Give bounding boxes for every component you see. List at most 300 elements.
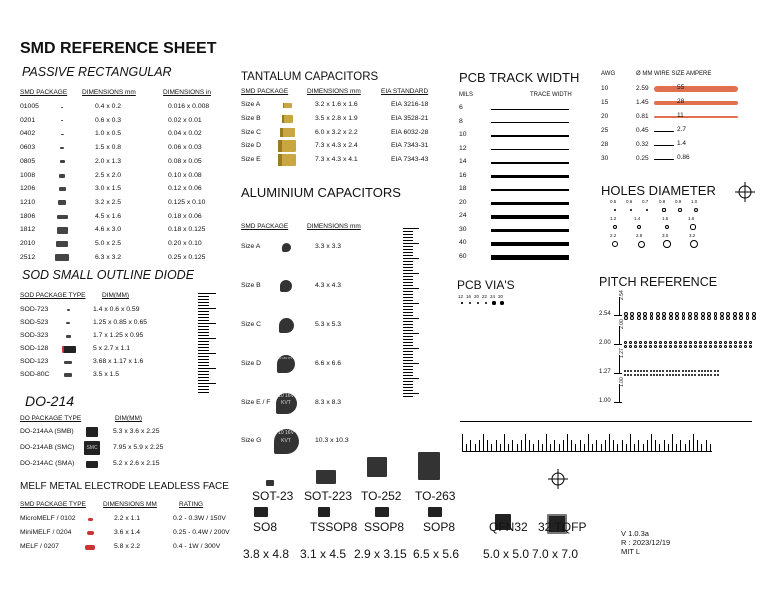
ruler-tick — [693, 434, 694, 452]
hole-circle — [612, 241, 618, 247]
track-line — [491, 229, 569, 233]
awg-ampere: 11 — [677, 112, 684, 119]
diode-icon — [67, 309, 70, 311]
pitch-pad — [739, 316, 743, 320]
passive-mm: 2.0 x 1.3 — [95, 157, 122, 165]
chip-icon — [56, 241, 68, 247]
awg-size: 20 — [601, 113, 609, 120]
sod-dim: 1.4 x 0.6 x 0.59 — [93, 306, 140, 313]
sod-dim: 5 x 2.7 x 1.1 — [93, 345, 131, 352]
ruler-tick — [403, 258, 419, 259]
ruler-tick — [403, 321, 413, 322]
ruler-tick — [198, 293, 216, 294]
ruler-tick — [198, 353, 216, 354]
ruler-tick — [403, 285, 413, 286]
passive-in: 0.18 x 0.06 — [168, 212, 202, 220]
pitch-pad — [650, 370, 652, 372]
package-label: TO-263 — [415, 489, 456, 503]
chip-icon — [59, 187, 66, 191]
ruler-tick — [403, 360, 413, 361]
sod-header-package: SOD PACKAGE TYPE — [20, 292, 86, 299]
aluminium-ruler — [403, 228, 419, 399]
ruler-tick — [198, 299, 209, 300]
ruler-tick — [403, 369, 413, 370]
tantalum-mm: 7.3 x 4.3 x 2.4 — [315, 142, 358, 150]
track-mils: 10 — [459, 131, 467, 138]
pitch-pad — [634, 345, 637, 348]
hole-circle — [646, 209, 649, 212]
aluminium-capacitor-icon: 10 16V KVT — [277, 355, 295, 373]
diode-icon — [64, 373, 72, 377]
pitch-pad — [694, 341, 697, 344]
sod-package: SOD-523 — [20, 319, 49, 326]
track-line — [491, 135, 569, 136]
melf-package: MELF / 0207 — [20, 543, 59, 550]
pitch-pad — [639, 345, 642, 348]
sod-package: SOD-128 — [20, 345, 49, 352]
pitch-pad — [656, 316, 660, 320]
track-width-label: TRACE WIDTH — [530, 92, 572, 98]
pitch-pad — [694, 345, 697, 348]
pitch-pad — [694, 370, 696, 372]
pitch-pad — [701, 374, 703, 376]
ruler-tick — [403, 240, 413, 241]
pitch-pad — [627, 370, 629, 372]
hole-size-label: 1.6 — [688, 216, 695, 221]
pitch-pad — [679, 341, 682, 344]
pitch-pad — [752, 316, 756, 320]
hole-size-label: 0.5 — [610, 199, 617, 204]
ruler-tick — [403, 267, 413, 268]
package-name: SSOP8 — [364, 520, 405, 534]
pitch-pad — [634, 374, 636, 376]
chip-icon — [61, 107, 63, 108]
passive-header-mm: DIMENSIONS mm — [82, 89, 136, 96]
pitch-pad — [678, 370, 680, 372]
pitch-pad — [669, 374, 671, 376]
chip-icon — [61, 120, 63, 121]
ruler-tick — [567, 434, 568, 452]
pitch-pad — [644, 341, 647, 344]
passive-in: 0.016 x 0.008 — [168, 103, 210, 110]
ruler-tick — [672, 434, 673, 452]
hole-size-label: 1.0 — [691, 199, 698, 204]
melf-mm: 5.8 x 2.2 — [114, 543, 141, 550]
aluminium-package: Size B — [241, 282, 261, 289]
pitch-pad — [674, 341, 677, 344]
license: MIT L — [621, 547, 641, 556]
pitch-pad — [662, 316, 666, 320]
pitch-pad — [691, 370, 693, 372]
do214-header-package: DO PACKAGE TYPE — [20, 415, 82, 422]
package-icon — [316, 470, 336, 484]
hole-circle — [638, 241, 645, 248]
passive-mm: 3.0 x 1.5 — [95, 185, 122, 193]
awg-mm: 1.45 — [636, 99, 649, 106]
ruler-tick — [630, 434, 631, 452]
pitch-vertical-label: 2.00 — [619, 319, 625, 329]
via-size-label: 24 — [490, 294, 496, 299]
aluminium-package: Size A — [241, 243, 261, 250]
ruler-tick — [198, 296, 209, 297]
pitch-pad — [624, 370, 626, 372]
tantalum-eia: EIA 3216-18 — [391, 101, 429, 108]
track-mils: 20 — [459, 198, 467, 206]
pitch-pad — [653, 370, 655, 372]
pitch-pad — [714, 370, 716, 372]
aluminium-capacitor-icon — [279, 318, 294, 333]
diode-icon — [64, 361, 72, 364]
passive-in: 0.02 x 0.01 — [168, 116, 202, 124]
pitch-pad — [643, 370, 645, 372]
via-dot — [477, 302, 479, 304]
pitch-pad — [656, 370, 658, 372]
passive-in: 0.25 x 0.125 — [168, 253, 206, 261]
ruler-tick — [198, 386, 209, 387]
tantalum-icon — [283, 103, 292, 108]
pitch-pad — [678, 374, 680, 376]
aluminium-mm: 4.3 x 4.3 — [315, 282, 342, 289]
ruler-tick — [403, 396, 413, 397]
ruler-tick — [403, 345, 413, 346]
ruler-tick — [198, 377, 209, 378]
passive-in: 0.125 x 0.10 — [168, 198, 206, 206]
pitch-pad — [724, 341, 727, 344]
melf-mm: 3.6 x 1.4 — [114, 529, 141, 536]
melf-icon — [85, 545, 95, 550]
pitch-pad — [720, 316, 724, 320]
passive-package: 1806 — [20, 212, 36, 220]
ruler-tick — [403, 294, 413, 295]
ruler-tick — [403, 291, 413, 292]
melf-header-mm: DIMENSIONS MM — [103, 501, 157, 508]
package-label: TO-252 — [361, 489, 402, 503]
pitch-pad — [634, 370, 636, 372]
track-line — [491, 202, 569, 205]
pitch-pad — [710, 374, 712, 376]
pitch-pad — [734, 341, 737, 344]
passive-mm: 1.0 x 0.5 — [95, 130, 122, 138]
pitch-pad — [637, 370, 639, 372]
hole-size-label: 2.8 — [636, 233, 643, 238]
tantalum-heading: TANTALUM CAPACITORS — [241, 71, 379, 83]
pitch-pad — [717, 370, 719, 372]
awg-header-wire: Ø MM WIRE SIZE AMPERE — [636, 71, 712, 77]
pitch-pad — [691, 374, 693, 376]
pitch-pad — [653, 374, 655, 376]
pitch-label: 1.00 — [599, 398, 611, 404]
via-dot — [500, 301, 504, 305]
ruler-tick — [403, 246, 413, 247]
do214-package: DO-214AC (SMA) — [20, 460, 75, 467]
pitch-heading: PITCH REFERENCE — [599, 275, 718, 289]
pitch-pad — [646, 370, 648, 372]
package-name: 32 TQFP — [538, 520, 587, 534]
passive-package: 0402 — [20, 130, 36, 138]
sod-ruler — [198, 293, 216, 395]
hole-size-label: 2.2 — [610, 233, 617, 238]
tantalum-mm: 3.2 x 1.6 x 1.6 — [315, 101, 358, 108]
hole-circle — [637, 225, 641, 229]
do214-heading: DO-214 — [25, 393, 75, 409]
hole-circle — [694, 208, 698, 212]
pitch-pad — [701, 316, 705, 320]
ruler-tick — [198, 305, 209, 306]
ruler-tick — [198, 374, 209, 375]
ruler-tick — [403, 354, 413, 355]
ruler-tick — [198, 317, 209, 318]
do214-dim: 5.3 x 3.6 x 2.25 — [113, 428, 160, 435]
melf-icon — [87, 531, 94, 535]
aluminium-capacitor-icon: 10 16V KVT — [274, 429, 299, 454]
pitch-pad — [624, 374, 626, 376]
pitch-pad — [733, 316, 737, 320]
aluminium-package: Size D — [241, 360, 262, 367]
ruler-tick — [403, 357, 413, 358]
ruler-tick — [198, 392, 209, 393]
awg-ampere: 0.86 — [677, 154, 690, 161]
pitch-pad — [704, 345, 707, 348]
ruler-tick — [462, 434, 463, 452]
do214-icon: SMC — [84, 441, 100, 455]
pitch-pad — [669, 316, 673, 320]
passive-in: 0.06 x 0.03 — [168, 144, 202, 152]
pitch-pad — [707, 316, 711, 320]
awg-ampere: 55 — [677, 84, 685, 91]
aluminium-mm: 3.3 x 3.3 — [315, 243, 342, 250]
ruler-tick — [198, 350, 209, 351]
package-label: SOT-23 — [252, 489, 294, 503]
pitch-pad — [639, 341, 642, 344]
pitch-pad — [688, 316, 692, 320]
pitch-pad — [666, 374, 668, 376]
tantalum-header-eia: EIA STANDARD — [381, 88, 429, 95]
pitch-mark — [614, 373, 622, 374]
pitch-pad — [688, 370, 690, 372]
pitch-pad — [694, 316, 698, 320]
hole-size-label: 3.0 — [662, 233, 669, 238]
ic-package-icon — [254, 507, 268, 517]
awg-mm: 0.81 — [636, 113, 649, 120]
track-mils: 16 — [459, 171, 467, 179]
pitch-pad — [674, 345, 677, 348]
ruler-tick — [403, 393, 419, 394]
diode-icon — [66, 335, 71, 338]
ruler-tick — [198, 302, 209, 303]
ruler-tick — [403, 327, 413, 328]
ic-package-icon — [318, 507, 330, 517]
track-mils: 8 — [459, 117, 463, 125]
track-line — [491, 255, 569, 259]
sod-heading: SOD SMALL OUTLINE DIODE — [22, 268, 195, 282]
passive-mm: 2.5 x 2.0 — [95, 171, 122, 179]
package-name: TSSOP8 — [310, 520, 358, 534]
crosshair-icon — [735, 182, 755, 202]
pitch-pad — [682, 316, 686, 320]
pitch-vertical-label: 1.27 — [619, 348, 625, 358]
ruler-tick — [403, 261, 413, 262]
hole-size-label: 1.4 — [634, 216, 641, 221]
version-number: V 1.0.3a — [621, 529, 649, 538]
track-mils: 60 — [459, 252, 467, 260]
track-mils: 6 — [459, 104, 463, 111]
package-icon — [266, 480, 274, 486]
awg-size: 25 — [601, 127, 609, 134]
pitch-pad — [649, 341, 652, 344]
ruler-tick — [403, 339, 413, 340]
package-dim: 3.1 x 4.5 — [300, 547, 347, 561]
via-size-label: 20 — [474, 294, 480, 299]
aluminium-package: Size G — [241, 437, 262, 444]
pitch-pad — [734, 345, 737, 348]
pitch-pad — [649, 345, 652, 348]
pitch-pad — [719, 341, 722, 344]
tantalum-mm: 7.3 x 4.3 x 4.1 — [315, 156, 358, 164]
ruler-tick — [198, 323, 216, 324]
aluminium-heading: ALUMINIUM CAPACITORS — [241, 185, 401, 200]
melf-rating: 0.4 - 1W / 300V — [173, 543, 221, 550]
passive-package: 2512 — [20, 253, 36, 261]
hole-circle — [690, 240, 698, 248]
ruler-tick — [403, 243, 419, 244]
pitch-pad — [684, 345, 687, 348]
awg-header: AWG — [601, 71, 616, 77]
ruler-tick — [198, 326, 209, 327]
track-line — [491, 109, 569, 110]
ruler-tick — [525, 434, 526, 452]
pitch-pad — [701, 370, 703, 372]
pitch-pad — [624, 341, 627, 344]
chip-icon — [59, 174, 65, 178]
track-mils: 12 — [459, 144, 467, 152]
sod-package: SOD-123 — [20, 358, 49, 365]
ruler-tick — [403, 318, 419, 319]
pitch-pad — [669, 370, 671, 372]
track-mils: 30 — [459, 225, 467, 233]
pitch-pad — [679, 345, 682, 348]
via-dot — [492, 301, 495, 304]
passive-package: 1812 — [20, 226, 36, 234]
sod-package: SOD-323 — [20, 332, 49, 339]
pitch-pad — [744, 345, 747, 348]
do214-icon — [86, 461, 98, 468]
ruler-tick — [198, 347, 209, 348]
via-dot — [485, 302, 488, 305]
vias-heading: PCB VIA'S — [457, 278, 515, 292]
do214-package: DO-214AA (SMB) — [20, 428, 74, 435]
ruler-tick — [403, 306, 413, 307]
pitch-pad — [662, 374, 664, 376]
pitch-pad — [685, 374, 687, 376]
ruler-tick — [403, 300, 413, 301]
pitch-pad — [698, 374, 700, 376]
pitch-pad — [707, 370, 709, 372]
track-line — [491, 175, 569, 177]
ruler-tick — [403, 315, 413, 316]
pitch-pad — [688, 374, 690, 376]
passive-in: 0.20 x 0.10 — [168, 240, 202, 247]
wire-bar — [654, 159, 674, 160]
wire-bar — [654, 116, 738, 117]
ruler-tick — [651, 434, 652, 452]
tantalum-icon — [280, 128, 295, 137]
chip-icon — [60, 147, 64, 149]
ruler-tick — [198, 356, 209, 357]
hole-size-label: 1.5 — [662, 216, 669, 221]
aluminium-mm: 6.6 x 6.6 — [315, 360, 342, 367]
pitch-pad — [659, 374, 661, 376]
pitch-pad — [650, 316, 654, 320]
ruler-tick — [403, 378, 419, 379]
pitch-pad — [699, 341, 702, 344]
melf-header-rating: RATING — [179, 501, 204, 508]
via-size-label: 16 — [466, 294, 472, 299]
aluminium-package: Size E / F — [241, 399, 271, 406]
track-line — [491, 149, 569, 151]
ruler-tick — [403, 255, 413, 256]
wire-bar — [654, 101, 738, 104]
do214-icon — [86, 427, 98, 437]
hole-circle — [662, 208, 665, 211]
pitch-pad — [704, 374, 706, 376]
awg-ampere: 28 — [677, 98, 685, 105]
awg-ampere: 2.7 — [677, 126, 687, 133]
pitch-pad — [659, 345, 662, 348]
ruler-tick — [403, 312, 413, 313]
wire-bar — [654, 131, 674, 132]
ruler-tick — [198, 371, 209, 372]
ruler-tick — [403, 282, 413, 283]
pitch-mark — [614, 315, 622, 316]
ruler-tick — [403, 237, 413, 238]
ruler-tick — [198, 311, 209, 312]
ruler-tick — [403, 351, 413, 352]
ruler-tick — [403, 324, 413, 325]
track-heading: PCB TRACK WIDTH — [459, 70, 580, 85]
ruler-tick — [198, 308, 216, 309]
pitch-pad — [656, 374, 658, 376]
pitch-pad — [714, 316, 718, 320]
pitch-pad — [654, 345, 657, 348]
ruler-tick — [198, 389, 209, 390]
ruler-tick — [403, 276, 413, 277]
passive-heading: PASSIVE RECTANGULAR — [22, 65, 172, 79]
pitch-pad — [689, 341, 692, 344]
awg-mm: 0.45 — [636, 127, 649, 134]
pitch-pad — [643, 374, 645, 376]
passive-package: 1206 — [20, 185, 36, 193]
ruler-tick — [403, 309, 413, 310]
do214-dim: 5.2 x 2.6 x 2.15 — [113, 460, 160, 467]
package-dim: 5.0 x 5.0 — [483, 547, 530, 561]
pitch-pad — [724, 345, 727, 348]
aluminium-mm: 5.3 x 5.3 — [315, 321, 342, 328]
awg-mm: 0.25 — [636, 155, 649, 162]
hole-circle — [614, 209, 616, 211]
pitch-pad — [637, 374, 639, 376]
passive-mm: 1.5 x 0.8 — [95, 144, 122, 152]
passive-mm: 3.2 x 2.5 — [95, 198, 122, 206]
pitch-pad — [672, 370, 674, 372]
pitch-pad — [643, 316, 647, 320]
ruler-tick — [609, 434, 610, 452]
ruler-tick — [403, 234, 413, 235]
ruler-tick — [546, 434, 547, 452]
diode-icon — [66, 322, 70, 324]
tantalum-package: Size D — [241, 142, 262, 150]
ruler-tick — [198, 320, 209, 321]
awg-size: 10 — [601, 85, 609, 92]
